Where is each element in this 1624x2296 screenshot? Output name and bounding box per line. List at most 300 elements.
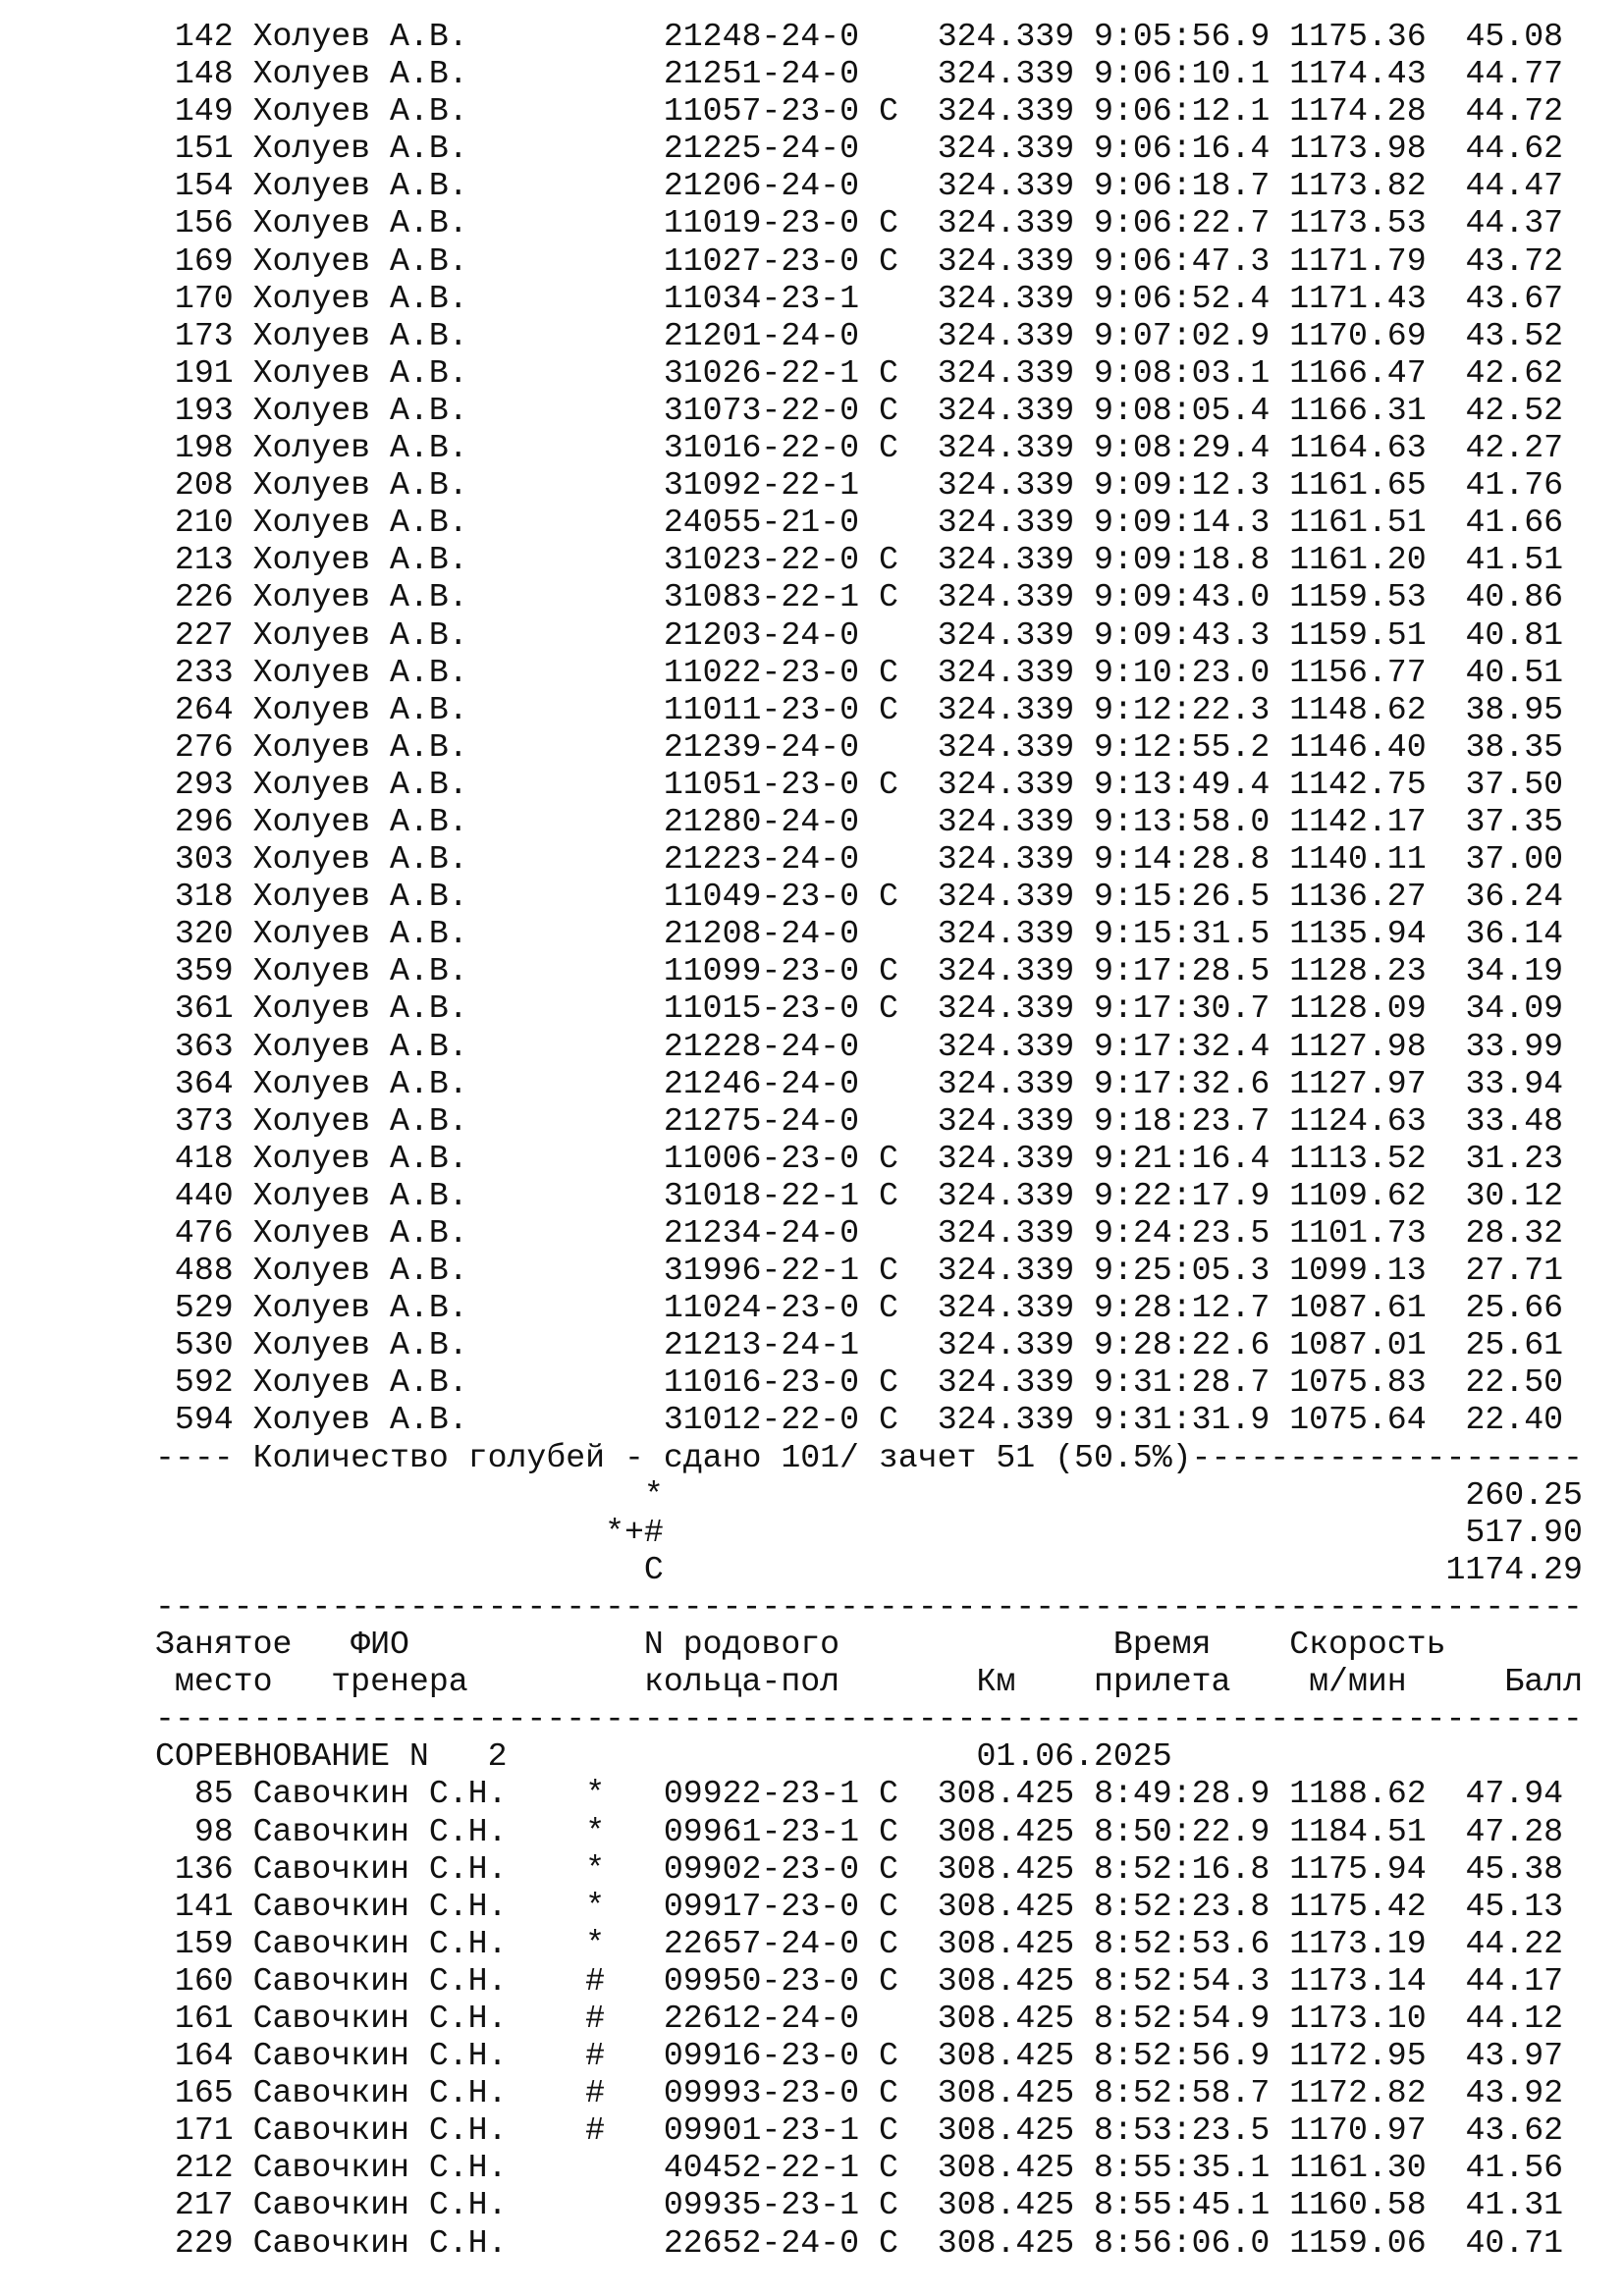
place-cell: 171 [174, 2111, 234, 2150]
table-row [155, 989, 1583, 1027]
gap [1427, 654, 1466, 691]
arrival-time: 9:28:22.6 [1094, 1326, 1271, 1364]
table-row [155, 392, 1583, 429]
gap [1270, 952, 1289, 989]
distance-km: 308.425 [937, 1887, 1075, 1925]
trainer-name: Холуев А.В. [252, 92, 468, 131]
gap [1074, 654, 1094, 691]
gap [859, 317, 879, 354]
gap [859, 878, 879, 915]
trainer-name: Холуев А.В. [252, 1363, 468, 1402]
mark-cell [585, 55, 605, 92]
gap [1427, 2111, 1466, 2149]
table-row [155, 1140, 1583, 1177]
gap [1427, 541, 1466, 578]
gap [1270, 1775, 1289, 1812]
ring-number: 21234-24-0 [663, 1214, 860, 1252]
gap [508, 1737, 977, 1775]
gap [234, 242, 253, 280]
score-cell: 25.61 [1465, 1326, 1564, 1364]
gap [1427, 354, 1466, 392]
gap [898, 541, 918, 578]
distance-km: 324.339 [937, 690, 1075, 728]
distance-km: 324.339 [937, 1101, 1075, 1140]
gap [918, 392, 938, 429]
table-row [155, 1962, 1583, 2000]
distance-km: 324.339 [937, 1289, 1075, 1327]
mark-cell [585, 616, 605, 654]
arrival-time: 9:17:28.5 [1094, 952, 1271, 990]
gap [234, 1140, 253, 1177]
gap [1270, 1065, 1289, 1102]
gap [605, 1363, 664, 1401]
competition-number: 2 [487, 1737, 508, 1776]
gap [918, 915, 938, 952]
divider-dashes: -------------------- [1191, 1438, 1583, 1476]
ring-number: 11057-23-0 [663, 92, 860, 131]
sex-flag [879, 803, 898, 840]
gap [468, 55, 586, 92]
gap [234, 1775, 253, 1812]
gap [1270, 2037, 1289, 2074]
trainer-name: Холуев А.В. [252, 1289, 468, 1327]
gap [468, 1028, 586, 1065]
gap [898, 204, 918, 241]
score-cell: 42.52 [1465, 391, 1564, 429]
sex-flag [879, 1028, 898, 1065]
place-cell: 142 [174, 18, 234, 55]
mark-cell [585, 766, 605, 803]
speed-cell: 1161.30 [1289, 2149, 1427, 2187]
gap [155, 504, 175, 541]
table-row [155, 2074, 1583, 2111]
gap [898, 840, 918, 878]
gap [1427, 280, 1466, 317]
gap [1427, 1177, 1466, 1214]
gap [839, 1626, 1113, 1663]
gap [234, 354, 253, 392]
gap [155, 2149, 175, 2186]
score-cell: 41.31 [1465, 2186, 1564, 2224]
score-cell: 28.32 [1465, 1214, 1564, 1252]
arrival-time: 9:12:22.3 [1094, 690, 1271, 728]
mark-cell [585, 803, 605, 840]
speed-cell: 1173.19 [1289, 1924, 1427, 1962]
place-cell: 161 [174, 1999, 234, 2037]
gap [605, 2037, 664, 2074]
trainer-name: Савочкин С.Н. [252, 1887, 508, 1925]
speed-cell: 1166.31 [1289, 391, 1427, 429]
score-cell: 31.23 [1465, 1139, 1564, 1177]
gap [1074, 204, 1094, 241]
gap [1074, 2149, 1094, 2186]
gap [859, 466, 879, 504]
trainer-name: Холуев А.В. [252, 130, 468, 168]
score-cell: 22.40 [1465, 1401, 1564, 1439]
ring-number: 21275-24-0 [663, 1101, 860, 1140]
distance-km: 324.339 [937, 204, 1075, 242]
score-cell: 37.50 [1465, 765, 1564, 803]
gap [918, 1289, 938, 1326]
gap [155, 1177, 175, 1214]
gap [508, 1813, 586, 1850]
gap [155, 1028, 175, 1065]
gap [605, 1401, 664, 1438]
gap [898, 1252, 918, 1289]
gap [1270, 504, 1289, 541]
arrival-time: 8:52:23.8 [1094, 1887, 1271, 1925]
gap [155, 2224, 175, 2262]
arrival-time: 9:08:29.4 [1094, 429, 1271, 467]
sex-flag: C [878, 1849, 898, 1888]
mark-cell [585, 2224, 605, 2262]
gap [468, 1289, 586, 1326]
gap [155, 728, 175, 766]
table-row [155, 1401, 1583, 1438]
gap [1427, 317, 1466, 354]
gap [918, 18, 938, 55]
ring-number: 22612-24-0 [663, 1999, 860, 2037]
sex-flag [879, 18, 898, 55]
gap [155, 1401, 175, 1438]
sex-flag [879, 280, 898, 317]
gap [234, 130, 253, 167]
gap [468, 616, 586, 654]
gap [918, 616, 938, 654]
gap [859, 1925, 879, 1962]
gap [1074, 766, 1094, 803]
score-cell: 40.71 [1465, 2223, 1564, 2262]
place-cell: 318 [174, 878, 234, 916]
sex-flag: C [878, 1176, 898, 1214]
mark-cell [585, 654, 605, 691]
gap [918, 1214, 938, 1252]
distance-km: 324.339 [937, 727, 1075, 766]
distance-km: 324.339 [937, 1363, 1075, 1402]
place-cell: 594 [174, 1401, 234, 1439]
speed-cell: 1173.14 [1289, 1961, 1427, 2000]
mark-cell: * [585, 1849, 606, 1888]
gap [1427, 55, 1466, 92]
sex-flag: C [878, 690, 898, 728]
gap [508, 1775, 586, 1812]
gap [234, 1925, 253, 1962]
trainer-name: Савочкин С.Н. [252, 1924, 508, 1962]
mark-cell: # [585, 2037, 606, 2075]
gap [859, 766, 879, 803]
gap [605, 840, 664, 878]
gap [1074, 1289, 1094, 1326]
sex-flag: C [878, 204, 898, 242]
table-row [155, 915, 1583, 952]
sex-flag: C [878, 2223, 898, 2262]
mark-cell [585, 1177, 605, 1214]
speed-cell: 1087.01 [1289, 1326, 1427, 1364]
gap [605, 242, 664, 280]
distance-km: 324.339 [937, 1139, 1075, 1177]
score-cell: 42.62 [1465, 353, 1564, 392]
gap [859, 1363, 879, 1401]
table-row [155, 92, 1583, 130]
gap [898, 2037, 918, 2074]
gap [918, 1850, 938, 1888]
gap [468, 1401, 586, 1438]
place-cell: 361 [174, 989, 234, 1028]
arrival-time: 9:06:47.3 [1094, 241, 1271, 280]
header-speed: Скорость [1289, 1626, 1446, 1664]
gap [155, 915, 175, 952]
mark-cell [585, 242, 605, 280]
table-row [155, 1065, 1583, 1102]
table-row [155, 280, 1583, 317]
gap [468, 242, 586, 280]
gap [859, 242, 879, 280]
gap [859, 989, 879, 1027]
distance-km: 324.339 [937, 1326, 1075, 1364]
score-cell: 36.14 [1465, 915, 1564, 953]
gap [918, 1065, 938, 1102]
gap [859, 2111, 879, 2149]
table-row [155, 2149, 1583, 2186]
trainer-name: Холуев А.В. [252, 541, 468, 579]
gap [234, 204, 253, 241]
trainer-name: Холуев А.В. [252, 989, 468, 1028]
table-row [155, 1888, 1583, 1925]
table-row [155, 1326, 1583, 1363]
sex-flag [879, 167, 898, 204]
speed-cell: 1172.82 [1289, 2074, 1427, 2112]
divider-dashes: ---- [155, 1438, 234, 1476]
gap [468, 803, 586, 840]
gap [898, 915, 918, 952]
gap [859, 803, 879, 840]
place-cell: 136 [174, 1849, 234, 1888]
gap [859, 1775, 879, 1812]
sex-flag: C [878, 2149, 898, 2187]
table-row [155, 878, 1583, 915]
gap [234, 2224, 253, 2262]
arrival-time: 8:56:06.0 [1094, 2223, 1271, 2262]
gap [1427, 18, 1466, 55]
gap [898, 504, 918, 541]
trainer-name: Холуев А.В. [252, 952, 468, 990]
gap [1427, 1363, 1466, 1401]
score-cell: 36.24 [1465, 878, 1564, 916]
table-row [155, 578, 1583, 615]
trainer-name: Холуев А.В. [252, 840, 468, 879]
gap [918, 578, 938, 615]
ring-number: 09916-23-0 [663, 2037, 860, 2075]
gap [918, 1140, 938, 1177]
score-cell: 37.35 [1465, 802, 1564, 840]
speed-cell: 1160.58 [1289, 2186, 1427, 2224]
gap [1270, 1363, 1289, 1401]
place-cell: 592 [174, 1363, 234, 1402]
score-cell: 38.35 [1465, 727, 1564, 766]
mark-cell [585, 1065, 605, 1102]
arrival-time: 8:55:35.1 [1094, 2149, 1271, 2187]
ring-number: 40452-22-1 [663, 2149, 860, 2187]
mark-cell [585, 1102, 605, 1140]
gap [468, 840, 586, 878]
gap [155, 1065, 175, 1102]
ring-number: 11006-23-0 [663, 1139, 860, 1177]
arrival-time: 8:50:22.9 [1094, 1812, 1271, 1850]
table-row [155, 654, 1583, 691]
place-cell: 364 [174, 1064, 234, 1102]
mark-cell [585, 541, 605, 578]
arrival-time: 9:17:32.4 [1094, 1027, 1271, 1065]
gap [155, 2111, 175, 2149]
gap [468, 504, 586, 541]
gap [468, 1663, 644, 1700]
gap [234, 392, 253, 429]
gap [234, 616, 253, 654]
mark-cell: * [585, 1812, 606, 1850]
distance-km: 324.339 [937, 653, 1075, 691]
sex-flag [879, 130, 898, 167]
gap [1270, 803, 1289, 840]
gap [1270, 1028, 1289, 1065]
trainer-name: Холуев А.В. [252, 55, 468, 93]
place-cell: 212 [174, 2149, 234, 2187]
gap [605, 167, 664, 204]
gap [605, 1289, 664, 1326]
mark-cell [585, 878, 605, 915]
gap [1074, 18, 1094, 55]
score-cell: 33.48 [1465, 1101, 1564, 1140]
gap [859, 1962, 879, 2000]
place-cell: 193 [174, 391, 234, 429]
sex-flag [879, 840, 898, 878]
gap [409, 1626, 644, 1663]
arrival-time: 9:21:16.4 [1094, 1139, 1271, 1177]
gap [1270, 728, 1289, 766]
gap [1427, 504, 1466, 541]
gap [155, 1962, 175, 2000]
place-cell: 210 [174, 504, 234, 542]
gap [1427, 204, 1466, 241]
gap [1427, 578, 1466, 615]
sex-flag: C [878, 1252, 898, 1290]
trainer-name: Холуев А.В. [252, 653, 468, 691]
arrival-time: 9:15:31.5 [1094, 915, 1271, 953]
gap [859, 1102, 879, 1140]
gap [234, 18, 253, 55]
gap [508, 2037, 586, 2074]
distance-km: 324.339 [937, 316, 1075, 354]
gap [1074, 504, 1094, 541]
trainer-name: Холуев А.В. [252, 615, 468, 654]
gap [1427, 840, 1466, 878]
arrival-time: 9:22:17.9 [1094, 1176, 1271, 1214]
gap [234, 92, 253, 130]
score-cell: 43.97 [1465, 2037, 1564, 2075]
gap [1270, 578, 1289, 615]
table-row [155, 242, 1583, 280]
divider: ------------------------------------------------------------------------- [155, 1700, 1583, 1738]
gap [155, 1214, 175, 1252]
sex-flag [879, 317, 898, 354]
gap [1427, 952, 1466, 989]
gap [508, 2074, 586, 2111]
distance-km: 308.425 [937, 1999, 1075, 2037]
place-cell: 98 [193, 1812, 234, 1850]
gap [898, 1888, 918, 1925]
gap [234, 541, 253, 578]
gap [605, 878, 664, 915]
gap [234, 654, 253, 691]
gap [155, 1925, 175, 1962]
score-cell: 37.00 [1465, 840, 1564, 879]
gap [234, 1214, 253, 1252]
speed-cell: 1127.97 [1289, 1064, 1427, 1102]
gap [468, 878, 586, 915]
gap [1427, 2000, 1466, 2037]
gap [1074, 952, 1094, 989]
mark-cell [585, 952, 605, 989]
mark-cell [585, 1214, 605, 1252]
trainer-name: Холуев А.В. [252, 504, 468, 542]
gap [1270, 92, 1289, 130]
score-cell: 44.37 [1465, 204, 1564, 242]
gap [234, 55, 253, 92]
gap [508, 1850, 586, 1888]
gap [234, 989, 253, 1027]
gap [292, 1626, 351, 1663]
gap [605, 1962, 664, 2000]
gap [234, 1177, 253, 1214]
gap [898, 280, 918, 317]
gap [918, 55, 938, 92]
header-score: Балл [1504, 1663, 1583, 1701]
gap [1270, 167, 1289, 204]
speed-cell: 1172.95 [1289, 2037, 1427, 2075]
trainer-name: Холуев А.В. [252, 204, 468, 242]
gap [1427, 803, 1466, 840]
gap [1427, 2074, 1466, 2111]
distance-km: 324.339 [937, 1176, 1075, 1214]
mark-cell [585, 130, 605, 167]
header-place: Занятое [155, 1626, 293, 1664]
gap [155, 1140, 175, 1177]
gap [468, 654, 586, 691]
gap [1074, 1140, 1094, 1177]
gap [859, 1401, 879, 1438]
score-cell: 44.47 [1465, 167, 1564, 205]
gap [918, 130, 938, 167]
gap [155, 2037, 175, 2074]
gap [918, 1888, 938, 1925]
gap [859, 1028, 879, 1065]
gap [605, 2111, 664, 2149]
gap [468, 92, 586, 130]
gap [918, 1177, 938, 1214]
trainer-name: Холуев А.В. [252, 1139, 468, 1177]
ring-number: 21280-24-0 [663, 802, 860, 840]
trainer-name: Савочкин С.Н. [252, 1775, 508, 1813]
gap [859, 92, 879, 130]
gap [1074, 1401, 1094, 1438]
sex-flag: C [878, 952, 898, 990]
gap [1270, 1177, 1289, 1214]
gap [605, 18, 664, 55]
gap [468, 167, 586, 204]
arrival-time: 9:06:10.1 [1094, 55, 1271, 93]
gap [468, 466, 586, 504]
sex-flag: C [878, 391, 898, 429]
gap [859, 1813, 879, 1850]
